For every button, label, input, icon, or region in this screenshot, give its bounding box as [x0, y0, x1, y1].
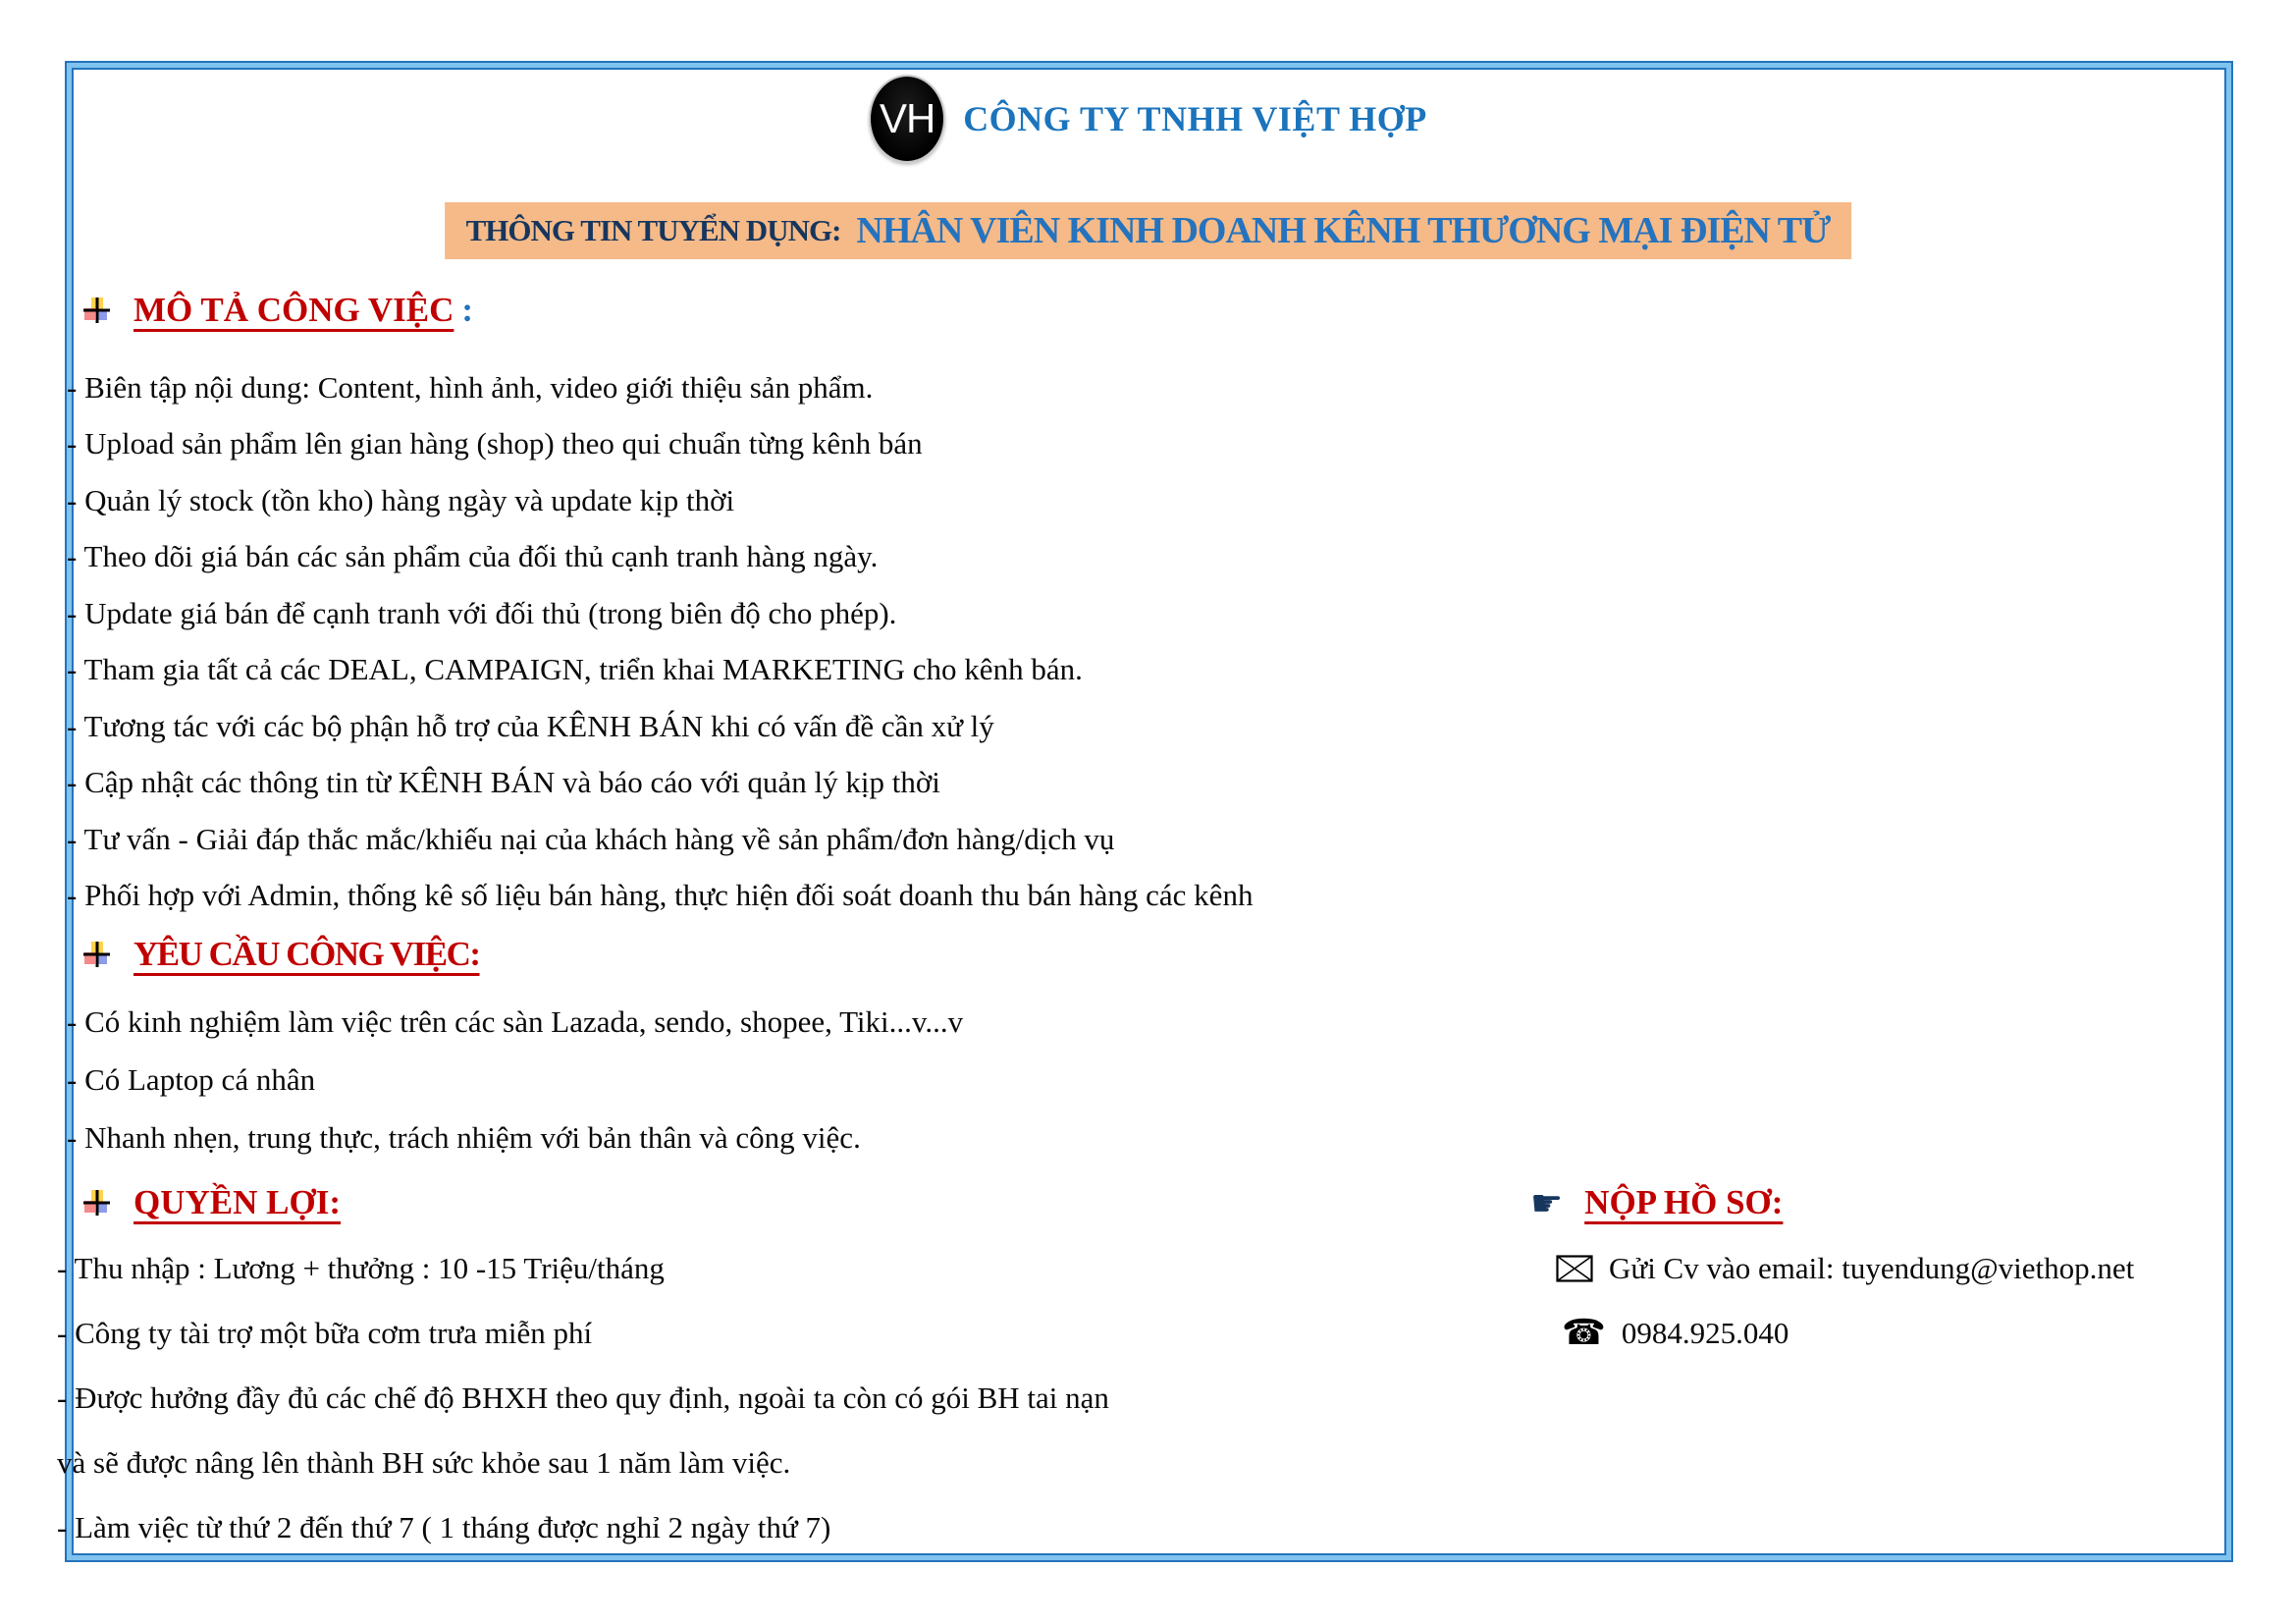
banner-prefix: THÔNG TIN TUYỂN DỤNG:: [465, 213, 841, 247]
requirement-item: - Có Laptop cá nhân: [67, 1061, 316, 1097]
job-description-item: - Tương tác với các bộ phận hỗ trợ của KÊNH BÁN khi có vấn đề cần xử lý: [67, 708, 994, 743]
benefit-item: - Công ty tài trợ một bữa cơm trưa miễn phí: [57, 1316, 593, 1350]
recruitment-banner: [445, 202, 1852, 259]
bottom-two-columns: [57, 1169, 2231, 1560]
apply-phone-row: [1530, 1301, 2231, 1366]
benefits-list: [57, 1236, 1530, 1560]
requirement-item: - Có kinh nghiệm làm việc trên các sàn Lazada, sendo, shopee, Tiki...v...v: [67, 1003, 964, 1039]
job-description-item: - Update giá bán để cạnh tranh với đối thủ (trong biên độ cho phép).: [67, 595, 897, 630]
section-heading-benefits: [82, 1169, 1530, 1236]
benefit-item: - Làm việc từ thứ 2 đến thứ 7 ( 1 tháng được nghỉ 2 ngày thứ 7): [57, 1510, 831, 1544]
apply-email-row: [1530, 1236, 2231, 1301]
plus-bullet-icon: [82, 296, 112, 325]
section-title: YÊU CẦU CÔNG VIỆC:: [133, 935, 480, 973]
job-description-list: [67, 359, 2217, 924]
benefits-column: [57, 1169, 1530, 1560]
apply-email-text: Gửi Cv vào email: tuyendung@viethop.net: [1609, 1251, 2135, 1285]
plus-bullet-icon: [82, 1188, 112, 1218]
requirements-list: [67, 993, 2217, 1166]
job-description-item: - Tham gia tất cả các DEAL, CAMPAIGN, triển khai MARKETING cho kênh bán.: [67, 652, 1083, 687]
job-description-item: - Tư vấn - Giải đáp thắc mắc/khiếu nại của khách hàng về sản phẩm/đơn hàng/dịch vụ: [67, 821, 1115, 856]
company-logo-icon: [869, 75, 945, 163]
envelope-icon: [1556, 1255, 1593, 1282]
section-heading-requirements: [82, 935, 480, 974]
apply-phone-number: 0984.925.040: [1621, 1316, 1789, 1350]
logo-initials: VH: [880, 95, 935, 141]
benefit-item: - Thu nhập : Lương + thưởng : 10 -15 Triệu/tháng: [57, 1251, 665, 1285]
telephone-icon: ☎: [1562, 1313, 1606, 1353]
job-description-item: - Phối hợp với Admin, thống kê số liệu bán hàng, thực hiện đối soát doanh thu bán hàng các kênh: [67, 878, 1254, 913]
benefit-item: - Được hưởng đầy đủ các chế độ BHXH theo quy định, ngoài ta còn có gói BH tai nạn: [57, 1380, 1109, 1415]
pointing-hand-icon: ☛: [1530, 1181, 1564, 1224]
requirement-item: - Nhanh nhẹn, trung thực, trách nhiệm với bản thân và công việc.: [67, 1119, 861, 1155]
plus-bullet-icon: [82, 940, 112, 969]
job-description-item: - Biên tập nội dung: Content, hình ảnh, video giới thiệu sản phẩm.: [67, 369, 874, 405]
section-title: QUYỀN LỢI:: [133, 1183, 341, 1221]
job-description-item: - Quản lý stock (tồn kho) hàng ngày và update kịp thời: [67, 482, 735, 517]
heading-colon: :: [461, 291, 474, 329]
job-description-item: - Upload sản phẩm lên gian hàng (shop) theo qui chuẩn từng kênh bán: [67, 426, 923, 461]
job-title: NHÂN VIÊN KINH DOANH KÊNH THƯƠNG MẠI ĐIỆN TỬ: [856, 210, 1831, 251]
section-heading-apply: [1530, 1169, 2231, 1236]
section-title: NỘP HỒ SƠ:: [1584, 1183, 1784, 1221]
apply-column: [1530, 1169, 2231, 1366]
job-description-item: - Theo dõi giá bán các sản phẩm của đối thủ cạnh tranh hàng ngày.: [67, 539, 879, 574]
document-header: [0, 75, 2296, 163]
company-name: CÔNG TY TNHH VIỆT HỢP: [963, 99, 1427, 138]
section-title: MÔ TẢ CÔNG VIỆC: [133, 291, 454, 329]
section-heading-job-description: [82, 291, 473, 330]
benefit-item: và sẽ được nâng lên thành BH sức khỏe sau 1 năm làm việc.: [57, 1445, 791, 1480]
job-description-item: - Cập nhật các thông tin từ KÊNH BÁN và báo cáo với quản lý kịp thời: [67, 765, 940, 800]
